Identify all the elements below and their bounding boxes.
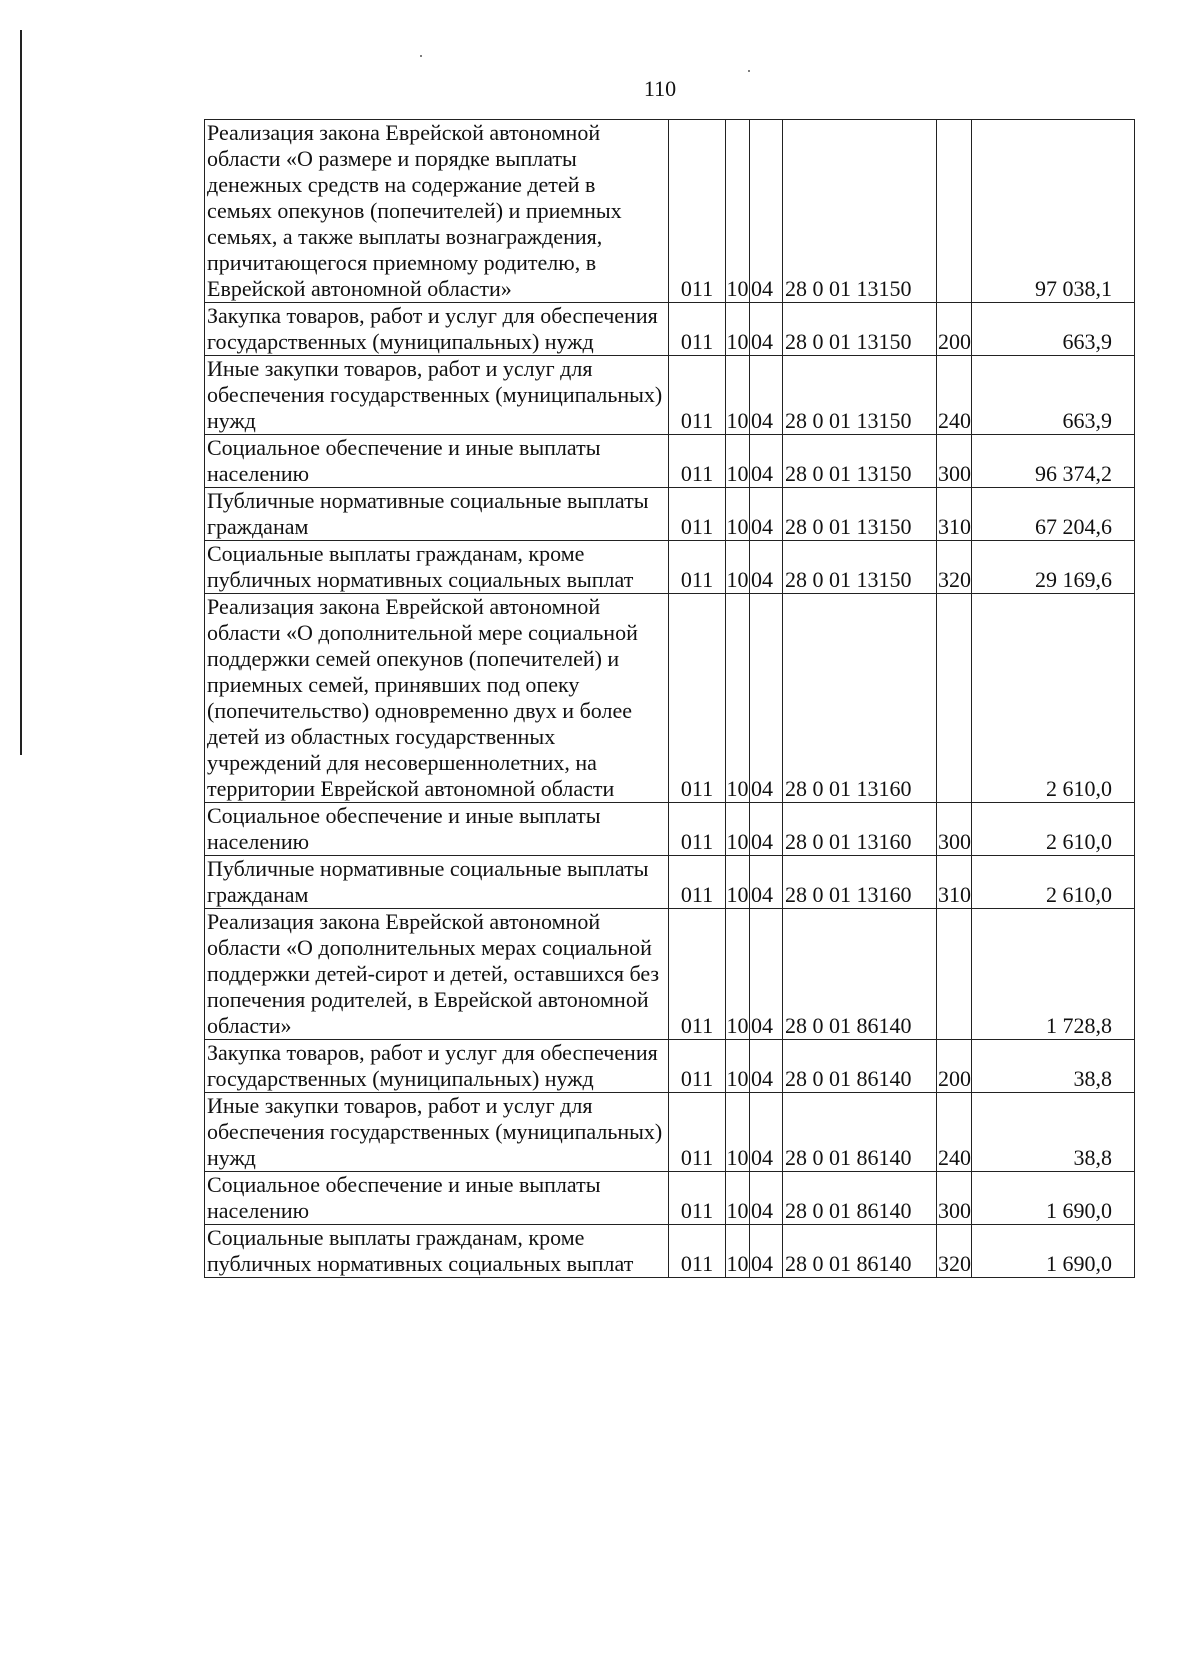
sum-cell: 38,8 — [972, 1093, 1135, 1172]
table-row — [205, 856, 1135, 909]
admin-code-cell: 011 — [669, 356, 726, 435]
sum-cell: 1 728,8 — [972, 909, 1135, 1040]
target-article-cell: 28 0 01 13160 — [783, 856, 937, 909]
row-name-cell: Социальное обеспечение и иные выплаты населению — [205, 435, 669, 488]
section-code-cell: 10 — [726, 856, 750, 909]
row-name-cell: Публичные нормативные социальные выплаты гражданам — [205, 856, 669, 909]
sum-cell: 663,9 — [972, 303, 1135, 356]
subsection-code-cell: 04 — [750, 435, 783, 488]
admin-code-cell: 011 — [669, 909, 726, 1040]
sum-cell: 29 169,6 — [972, 541, 1135, 594]
row-name-cell: Иные закупки товаров, работ и услуг для обеспечения государственных (муниципальных) нужд — [205, 1093, 669, 1172]
section-code-cell: 10 — [726, 803, 750, 856]
table-row — [205, 1093, 1135, 1172]
expense-type-cell — [937, 909, 972, 1040]
scan-speck — [748, 70, 750, 72]
budget-table — [204, 119, 1135, 1278]
table-row — [205, 803, 1135, 856]
table-row — [205, 1172, 1135, 1225]
expense-type-cell: 200 — [937, 1040, 972, 1093]
page-number: 110 — [643, 76, 677, 101]
expense-type-cell: 200 — [937, 303, 972, 356]
target-article-cell: 28 0 01 86140 — [783, 909, 937, 1040]
admin-code-cell: 011 — [669, 303, 726, 356]
subsection-code-cell: 04 — [750, 1040, 783, 1093]
budget-table-body — [205, 120, 1135, 1278]
admin-code-cell: 011 — [669, 856, 726, 909]
section-code-cell: 10 — [726, 541, 750, 594]
target-article-cell: 28 0 01 86140 — [783, 1040, 937, 1093]
section-code-cell: 10 — [726, 909, 750, 1040]
admin-code-cell: 011 — [669, 488, 726, 541]
scan-margin-line — [20, 30, 22, 755]
row-name-cell: Социальные выплаты гражданам, кроме публичных нормативных социальных выплат — [205, 541, 669, 594]
expense-type-cell — [937, 120, 972, 303]
row-name-cell: Реализация закона Еврейской автономной области «О дополнительных мерах социальной поддержки детей-сирот и детей, оставшихся без попечения родителей, в Еврейской автономной области» — [205, 909, 669, 1040]
table-row — [205, 541, 1135, 594]
target-article-cell: 28 0 01 86140 — [783, 1225, 937, 1278]
subsection-code-cell: 04 — [750, 488, 783, 541]
row-name-cell: Публичные нормативные социальные выплаты гражданам — [205, 488, 669, 541]
subsection-code-cell: 04 — [750, 803, 783, 856]
row-name-cell: Реализация закона Еврейской автономной области «О размере и порядке выплаты денежных средств на содержание детей в семьях опекунов (попечителей) и приемных семьях, а также выплаты вознаграждения, причитающегося приемному родителю, в Еврейской автономной области» — [205, 120, 669, 303]
row-name-cell: Закупка товаров, работ и услуг для обеспечения государственных (муниципальных) нужд — [205, 1040, 669, 1093]
sum-cell: 96 374,2 — [972, 435, 1135, 488]
target-article-cell: 28 0 01 13150 — [783, 356, 937, 435]
sum-cell: 1 690,0 — [972, 1172, 1135, 1225]
section-code-cell: 10 — [726, 303, 750, 356]
sum-cell: 38,8 — [972, 1040, 1135, 1093]
table-row — [205, 594, 1135, 803]
expense-type-cell: 310 — [937, 856, 972, 909]
target-article-cell: 28 0 01 13160 — [783, 594, 937, 803]
table-row — [205, 488, 1135, 541]
target-article-cell: 28 0 01 13160 — [783, 803, 937, 856]
subsection-code-cell: 04 — [750, 856, 783, 909]
expense-type-cell: 300 — [937, 1172, 972, 1225]
subsection-code-cell: 04 — [750, 356, 783, 435]
sum-cell: 663,9 — [972, 356, 1135, 435]
sum-cell: 2 610,0 — [972, 856, 1135, 909]
target-article-cell: 28 0 01 86140 — [783, 1093, 937, 1172]
target-article-cell: 28 0 01 86140 — [783, 1172, 937, 1225]
scan-speck — [420, 55, 422, 57]
subsection-code-cell: 04 — [750, 594, 783, 803]
sum-cell: 97 038,1 — [972, 120, 1135, 303]
row-name-cell: Социальное обеспечение и иные выплаты населению — [205, 803, 669, 856]
subsection-code-cell: 04 — [750, 303, 783, 356]
subsection-code-cell: 04 — [750, 909, 783, 1040]
table-row — [205, 1225, 1135, 1278]
table-row — [205, 909, 1135, 1040]
expense-type-cell: 240 — [937, 356, 972, 435]
row-name-cell: Социальное обеспечение и иные выплаты населению — [205, 1172, 669, 1225]
target-article-cell: 28 0 01 13150 — [783, 120, 937, 303]
admin-code-cell: 011 — [669, 541, 726, 594]
admin-code-cell: 011 — [669, 1225, 726, 1278]
section-code-cell: 10 — [726, 594, 750, 803]
table-row — [205, 120, 1135, 303]
row-name-cell: Иные закупки товаров, работ и услуг для обеспечения государственных (муниципальных) нужд — [205, 356, 669, 435]
target-article-cell: 28 0 01 13150 — [783, 435, 937, 488]
sum-cell: 1 690,0 — [972, 1225, 1135, 1278]
admin-code-cell: 011 — [669, 803, 726, 856]
row-name-cell: Реализация закона Еврейской автономной области «О дополнительной мере социальной поддержки семей опекунов (попечителей) и приемных семей, принявших под опеку (попечительство) одновременно двух и более детей из областных государственных учреждений для несовершеннолетних, на территории Еврейской автономной области — [205, 594, 669, 803]
subsection-code-cell: 04 — [750, 120, 783, 303]
section-code-cell: 10 — [726, 1040, 750, 1093]
expense-type-cell: 310 — [937, 488, 972, 541]
expense-type-cell: 320 — [937, 541, 972, 594]
sum-cell: 67 204,6 — [972, 488, 1135, 541]
subsection-code-cell: 04 — [750, 1172, 783, 1225]
expense-type-cell — [937, 594, 972, 803]
subsection-code-cell: 04 — [750, 1225, 783, 1278]
expense-type-cell: 300 — [937, 803, 972, 856]
table-row — [205, 1040, 1135, 1093]
table-row — [205, 435, 1135, 488]
subsection-code-cell: 04 — [750, 541, 783, 594]
section-code-cell: 10 — [726, 120, 750, 303]
admin-code-cell: 011 — [669, 1093, 726, 1172]
table-row — [205, 356, 1135, 435]
table-row — [205, 303, 1135, 356]
admin-code-cell: 011 — [669, 435, 726, 488]
expense-type-cell: 240 — [937, 1093, 972, 1172]
section-code-cell: 10 — [726, 1172, 750, 1225]
admin-code-cell: 011 — [669, 1172, 726, 1225]
row-name-cell: Закупка товаров, работ и услуг для обеспечения государственных (муниципальных) нужд — [205, 303, 669, 356]
section-code-cell: 10 — [726, 435, 750, 488]
sum-cell: 2 610,0 — [972, 803, 1135, 856]
section-code-cell: 10 — [726, 1093, 750, 1172]
admin-code-cell: 011 — [669, 120, 726, 303]
target-article-cell: 28 0 01 13150 — [783, 488, 937, 541]
target-article-cell: 28 0 01 13150 — [783, 303, 937, 356]
sum-cell: 2 610,0 — [972, 594, 1135, 803]
section-code-cell: 10 — [726, 488, 750, 541]
admin-code-cell: 011 — [669, 1040, 726, 1093]
subsection-code-cell: 04 — [750, 1093, 783, 1172]
section-code-cell: 10 — [726, 356, 750, 435]
expense-type-cell: 320 — [937, 1225, 972, 1278]
admin-code-cell: 011 — [669, 594, 726, 803]
target-article-cell: 28 0 01 13150 — [783, 541, 937, 594]
row-name-cell: Социальные выплаты гражданам, кроме публичных нормативных социальных выплат — [205, 1225, 669, 1278]
expense-type-cell: 300 — [937, 435, 972, 488]
section-code-cell: 10 — [726, 1225, 750, 1278]
